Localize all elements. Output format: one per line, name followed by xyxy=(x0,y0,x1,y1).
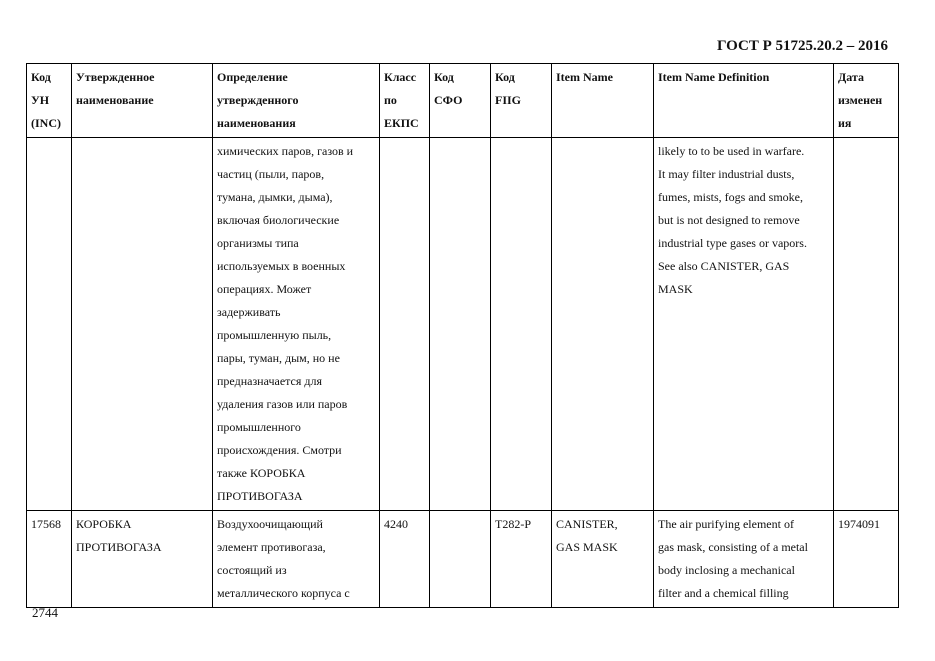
text-line: частиц (пыли, паров, xyxy=(217,167,325,181)
text-line: КОРОБКА xyxy=(76,517,132,531)
text-line: организмы типа xyxy=(217,236,299,250)
document-code: ГОСТ Р 51725.20.2 – 2016 xyxy=(716,38,888,54)
page-number: 2744 xyxy=(32,605,58,620)
text-line: наименования xyxy=(217,116,296,130)
classification-table xyxy=(26,63,899,608)
text-line: металлического корпуса с xyxy=(217,586,350,600)
text-line: удаления газов или паров xyxy=(217,397,348,411)
text-line: Класс xyxy=(384,70,417,84)
text-line: предназначается для xyxy=(217,374,322,388)
text-line: GAS MASK xyxy=(556,540,618,554)
text-line: используемых в военных xyxy=(217,259,346,273)
text-line: Код xyxy=(495,70,515,84)
cell-date xyxy=(834,138,899,511)
text-line: MASK xyxy=(658,282,693,296)
text-line: The air purifying element of xyxy=(658,517,794,531)
col-header-fiig xyxy=(491,64,552,138)
text-line: СФО xyxy=(434,93,463,107)
cell-item-definition xyxy=(654,511,834,608)
cell-fiig xyxy=(491,138,552,511)
text-line: операциях. Может xyxy=(217,282,312,296)
cell-item-definition xyxy=(654,138,834,511)
text-line: происхождения. Смотри xyxy=(217,443,342,457)
text-line: промышленного xyxy=(217,420,301,434)
text-line: Дата xyxy=(838,70,864,84)
text-line: industrial type gases or vapors. xyxy=(658,236,807,250)
cell-definition xyxy=(213,138,380,511)
text-line: ПРОТИВОГАЗА xyxy=(76,540,162,554)
text-line: filter and a chemical filling xyxy=(658,586,789,600)
text-line: ПРОТИВОГАЗА xyxy=(217,489,303,503)
text-line: Код xyxy=(434,70,454,84)
text-line: ия xyxy=(838,116,852,130)
col-header-item-definition xyxy=(654,64,834,138)
text-line: изменен xyxy=(838,93,883,107)
cell-inc xyxy=(27,138,72,511)
cell-item-name xyxy=(552,138,654,511)
text-line: промышленную пыль, xyxy=(217,328,332,342)
header-row xyxy=(27,64,899,138)
cell-class xyxy=(380,138,430,511)
col-header-sfo xyxy=(430,64,491,138)
text-line: but is not designed to remove xyxy=(658,213,800,227)
cell-approved-name xyxy=(72,511,213,608)
text-line: утвержденного xyxy=(217,93,299,107)
text-line: состоящий из xyxy=(217,563,287,577)
text-line: Item Name xyxy=(556,70,613,84)
text-line: пары, туман, дым, но не xyxy=(217,351,340,365)
col-header-class xyxy=(380,64,430,138)
text-line: It may filter industrial dusts, xyxy=(658,167,795,181)
text-line: Воздухоочищающий xyxy=(217,517,323,531)
text-line: задерживать xyxy=(217,305,281,319)
text-line: Код xyxy=(31,70,51,84)
text-line: тумана, дымки, дыма), xyxy=(217,190,333,204)
text-line: ЕКПС xyxy=(384,116,419,130)
text-line: Item Name Definition xyxy=(658,70,770,84)
cell-sfo xyxy=(430,511,491,608)
cell-date: 1974091 xyxy=(834,511,899,608)
text-line: включая биологические xyxy=(217,213,340,227)
cell-class: 4240 xyxy=(380,511,430,608)
col-header-definition xyxy=(213,64,380,138)
text-line: элемент противогаза, xyxy=(217,540,326,554)
table-row xyxy=(27,511,899,608)
col-header-item-name xyxy=(552,64,654,138)
cell-approved-name xyxy=(72,138,213,511)
cell-inc: 17568 xyxy=(27,511,72,608)
table-row xyxy=(27,138,899,511)
text-line: Определение xyxy=(217,70,288,84)
text-line: body inclosing a mechanical xyxy=(658,563,795,577)
text-line: FIIG xyxy=(495,93,522,107)
text-line: (INC) xyxy=(31,116,61,130)
col-header-approved-name xyxy=(72,64,213,138)
text-line: по xyxy=(384,93,397,107)
text-line: наименование xyxy=(76,93,154,107)
text-line: УН xyxy=(31,93,50,107)
cell-fiig: T282-P xyxy=(491,511,552,608)
cell-item-name xyxy=(552,511,654,608)
text-line: likely to to be used in warfare. xyxy=(658,144,805,158)
col-header-date xyxy=(834,64,899,138)
text-line: также КОРОБКА xyxy=(217,466,306,480)
text-line: химических паров, газов и xyxy=(217,144,354,158)
text-line: See also CANISTER, GAS xyxy=(658,259,790,273)
text-line: Утвержденное xyxy=(76,70,155,84)
text-line: gas mask, consisting of a metal xyxy=(658,540,808,554)
cell-definition xyxy=(213,511,380,608)
cell-sfo xyxy=(430,138,491,511)
text-line: CANISTER, xyxy=(556,517,618,531)
text-line: fumes, mists, fogs and smoke, xyxy=(658,190,803,204)
col-header-inc xyxy=(27,64,72,138)
